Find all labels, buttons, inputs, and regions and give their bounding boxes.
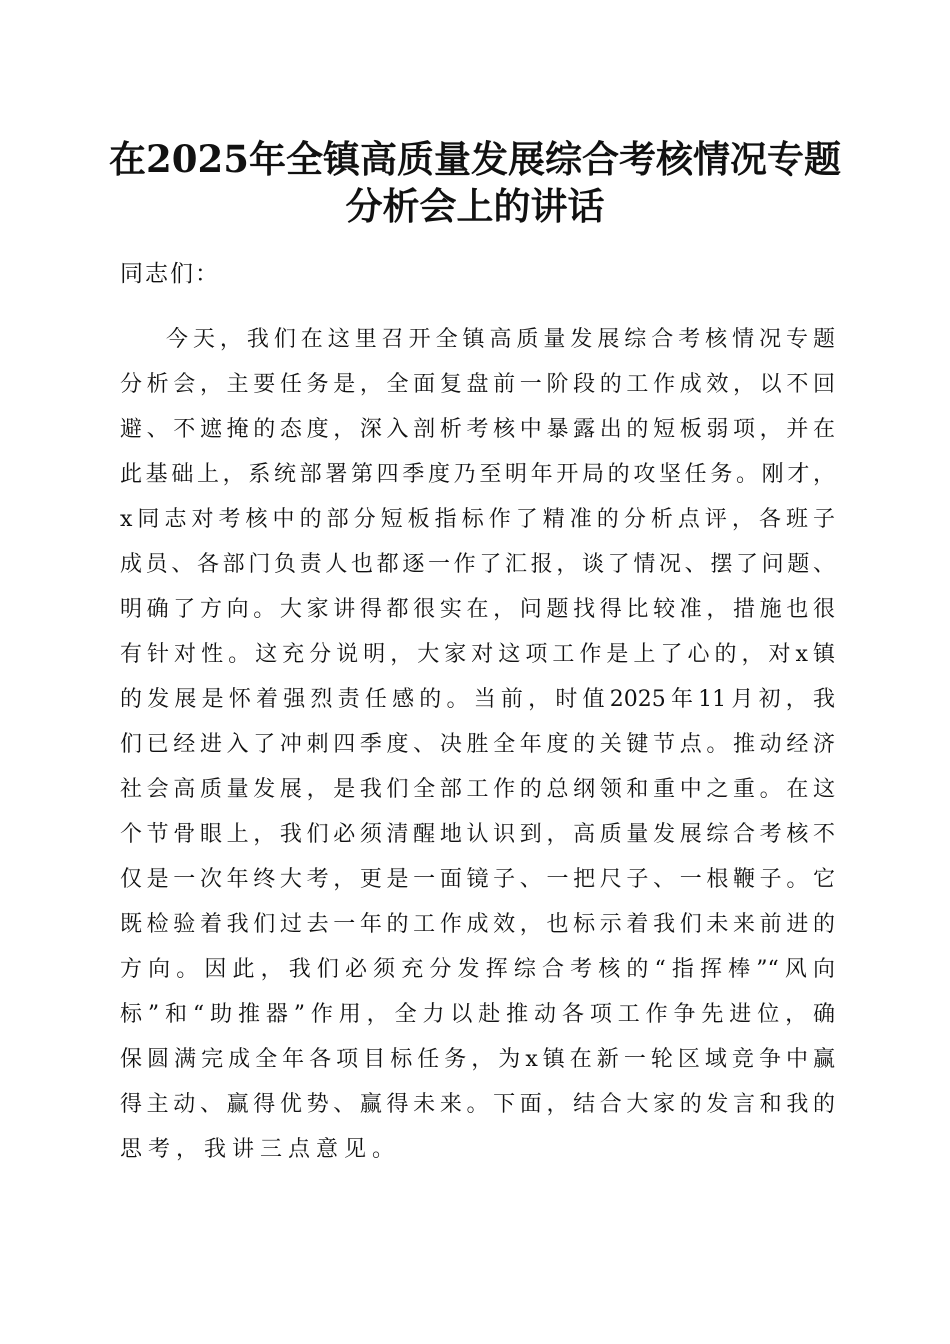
salutation: 同志们： [120,261,220,287]
paragraph-line: 思考，我讲三点意见。 [120,1137,401,1162]
title-line-2: 分析会上的讲话 [345,184,605,228]
paragraph-line: 们已经进入了冲刺四季度、决胜全年度的关键节点。推动经济 [120,732,835,757]
paragraph-line: x同志对考核中的部分短板指标作了精准的分析点评，各班子 [120,507,835,532]
paragraph-line: 方向。因此，我们必须充分发挥综合考核的“指挥棒”“风向 [120,957,835,982]
paragraph-line: 仅是一次年终大考，更是一面镜子、一把尺子、一根鞭子。它 [120,867,835,892]
paragraph-line: 个节骨眼上，我们必须清醒地认识到，高质量发展综合考核不 [120,822,835,847]
speech-paragraph [120,325,835,1180]
paragraph-line: 避、不遮掩的态度，深入剖析考核中暴露出的短板弱项，并在 [120,417,835,442]
title-line-1: 在2025年全镇高质量发展综合考核情况专题 [109,137,841,181]
paragraph-line: 的发展是怀着强烈责任感的。当前，时值2025年11月初，我 [120,687,835,712]
paragraph-line: 标”和“助推器”作用，全力以赴推动各项工作争先进位，确 [120,1002,835,1027]
paragraph-line: 分析会，主要任务是，全面复盘前一阶段的工作成效，以不回 [120,372,835,397]
paragraph-line: 保圆满完成全年各项目标任务，为x镇在新一轮区域竞争中赢 [120,1047,835,1072]
paragraph-line: 既检验着我们过去一年的工作成效，也标示着我们未来前进的 [120,912,835,937]
paragraph-line: 今天，我们在这里召开全镇高质量发展综合考核情况专题 [166,327,835,352]
paragraph-line: 社会高质量发展，是我们全部工作的总纲领和重中之重。在这 [120,777,835,802]
paragraph-line: 有针对性。这充分说明，大家对这项工作是上了心的，对x镇 [120,642,835,667]
document-title [90,136,860,230]
paragraph-line: 成员、各部门负责人也都逐一作了汇报，谈了情况、摆了问题、 [120,552,835,577]
paragraph-line: 得主动、赢得优势、赢得未来。下面，结合大家的发言和我的 [120,1092,835,1117]
paragraph-line: 此基础上，系统部署第四季度乃至明年开局的攻坚任务。刚才， [120,462,835,487]
paragraph-line: 明确了方向。大家讲得都很实在，问题找得比较准，措施也很 [120,597,835,622]
